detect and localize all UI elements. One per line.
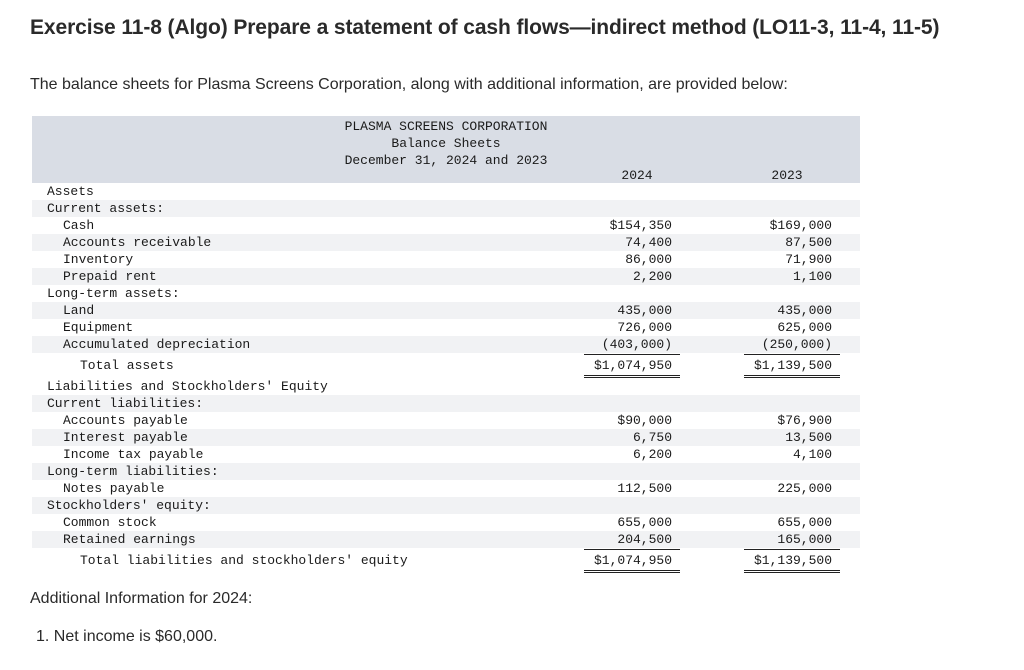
value-2024: 2,200 [632, 269, 672, 284]
row-label: Prepaid rent [63, 269, 157, 284]
value-2024: 74,400 [625, 235, 672, 250]
row-label: Notes payable [63, 481, 165, 496]
table-row [32, 336, 860, 353]
row-label: Long-term assets: [47, 286, 180, 301]
value-2024: 6,750 [632, 430, 672, 445]
value-2024: 112,500 [617, 481, 672, 496]
value-2023: 655,000 [777, 515, 832, 530]
statement-heading [332, 118, 560, 169]
value-2023: 225,000 [777, 481, 832, 496]
value-2023: 625,000 [777, 320, 832, 335]
value-2024: $90,000 [617, 413, 672, 428]
column-header-2023: 2023 [771, 168, 803, 183]
table-row [32, 395, 860, 412]
table-row [32, 217, 860, 234]
table-row [32, 446, 860, 463]
table-row [32, 514, 860, 531]
value-2024: 655,000 [617, 515, 672, 530]
value-2023: 87,500 [785, 235, 832, 250]
table-row [32, 429, 860, 446]
value-2023: $76,900 [777, 413, 832, 428]
row-label: Inventory [63, 252, 134, 267]
table-row [32, 463, 860, 480]
table-row [32, 412, 860, 429]
value-2023: 435,000 [777, 303, 832, 318]
table-row [32, 531, 860, 548]
row-label: Stockholders' equity: [47, 498, 211, 513]
note-item: 1. Net income is $60,000. [36, 628, 218, 645]
table-row [32, 357, 860, 374]
table-row [32, 319, 860, 336]
table-row [32, 183, 860, 200]
subtotal-rule-2024 [584, 549, 680, 550]
row-label: Current liabilities: [47, 396, 204, 411]
table-row [32, 268, 860, 285]
additional-info-heading: Additional Information for 2024: [30, 590, 253, 607]
row-label: Liabilities and Stockholders' Equity [47, 379, 328, 394]
row-label: Accounts receivable [63, 235, 212, 250]
value-2023: $169,000 [769, 218, 832, 233]
table-row [32, 480, 860, 497]
table-row [32, 552, 860, 569]
row-label: Land [63, 303, 95, 318]
value-2023: (250,000) [761, 337, 832, 352]
table-row [32, 200, 860, 217]
row-label: Common stock [63, 515, 157, 530]
table-row [32, 234, 860, 251]
row-label: Long-term liabilities: [47, 464, 219, 479]
value-2024: 6,200 [632, 447, 672, 462]
value-2023: 71,900 [785, 252, 832, 267]
table-row [32, 378, 860, 395]
value-2024: 435,000 [617, 303, 672, 318]
value-2023: 13,500 [785, 430, 832, 445]
value-2024: 86,000 [625, 252, 672, 267]
value-2023: $1,139,500 [753, 358, 832, 373]
subtotal-rule-2023 [744, 549, 840, 550]
row-label: Total assets [80, 358, 174, 373]
value-2024: $1,074,950 [593, 358, 672, 373]
value-2023: 4,100 [792, 447, 832, 462]
column-header-2024: 2024 [621, 168, 653, 183]
exercise-title: Exercise 11-8 (Algo) Prepare a statement of cash flows—indirect method (LO11-3, 11-4, 11-5) [30, 16, 940, 39]
table-header [32, 116, 860, 183]
company-name: PLASMA SCREENS CORPORATION [344, 119, 548, 134]
statement-dates: December 31, 2024 and 2023 [344, 153, 548, 168]
statement-name: Balance Sheets [391, 136, 501, 151]
value-2024: 726,000 [617, 320, 672, 335]
value-2023: 165,000 [777, 532, 832, 547]
table-row [32, 497, 860, 514]
balance-sheet-table [32, 116, 860, 574]
total-rule-2023 [744, 570, 840, 573]
row-label: Current assets: [47, 201, 165, 216]
row-label: Accounts payable [63, 413, 188, 428]
row-label: Interest payable [63, 430, 188, 445]
value-2024: $154,350 [609, 218, 672, 233]
value-2024: 204,500 [617, 532, 672, 547]
row-label: Assets [47, 184, 94, 199]
total-rule-2024 [584, 570, 680, 573]
subtotal-rule-2023 [744, 354, 840, 355]
row-label: Accumulated depreciation [63, 337, 251, 352]
value-2023: 1,100 [792, 269, 832, 284]
value-2024: (403,000) [601, 337, 672, 352]
row-label: Total liabilities and stockholders' equity [80, 553, 408, 568]
table-row [32, 251, 860, 268]
value-2023: $1,139,500 [753, 553, 832, 568]
table-row [32, 302, 860, 319]
subtotal-rule-2024 [584, 354, 680, 355]
table-row [32, 285, 860, 302]
row-label: Income tax payable [63, 447, 204, 462]
value-2024: $1,074,950 [593, 553, 672, 568]
row-label: Cash [63, 218, 95, 233]
row-label: Equipment [63, 320, 134, 335]
row-label: Retained earnings [63, 532, 196, 547]
intro-text: The balance sheets for Plasma Screens Corporation, along with additional information, are provided below: [30, 76, 788, 93]
